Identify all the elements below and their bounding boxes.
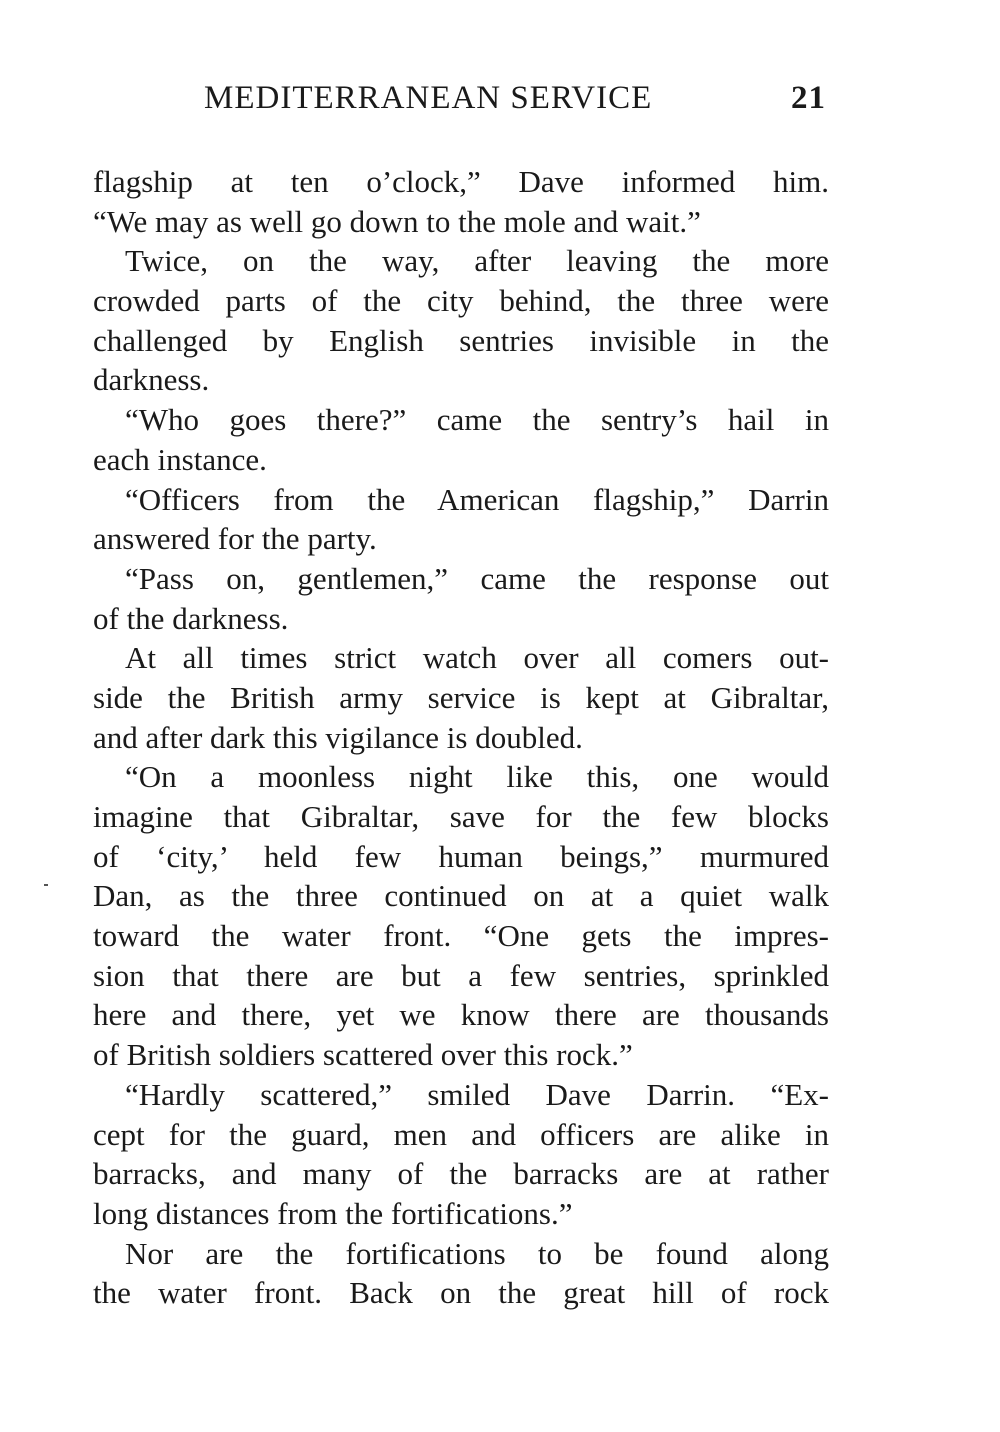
running-head bbox=[204, 80, 826, 126]
text-line: imagine that Gibraltar, save for the few blocks bbox=[93, 799, 829, 834]
page-number: 21 bbox=[791, 80, 826, 116]
text-line: barracks, and many of the barracks are at rather bbox=[93, 1156, 829, 1192]
text-line: “On a moonless night like this, one would bbox=[125, 759, 829, 795]
text-line: Nor are the fortifications to be found along bbox=[125, 1235, 829, 1271]
text-line: “Pass on, gentlemen,” came the response out bbox=[125, 560, 829, 596]
ink-speck bbox=[44, 884, 48, 886]
text-line: “Officers from the American flagship,” Darrin bbox=[125, 481, 829, 517]
text-line: answered for the party. bbox=[93, 521, 377, 557]
text-line: long distances from the fortifications.” bbox=[93, 1195, 573, 1231]
body-text bbox=[93, 162, 829, 1313]
text-line: cept for the guard, men and officers are alike in bbox=[93, 1116, 829, 1152]
text-line: crowded parts of the city behind, the three were bbox=[93, 283, 829, 319]
text-line: the water front. Back on the great hill of rock bbox=[93, 1275, 829, 1311]
text-line: “We may as well go down to the mole and wait.” bbox=[93, 203, 701, 239]
text-line: of British soldiers scattered over this rock.” bbox=[93, 1037, 633, 1073]
text-line: darkness. bbox=[93, 362, 210, 398]
text-line: flagship at ten o’clock,” Dave informed him. bbox=[93, 164, 829, 199]
text-line: “Who goes there?” came the sentry’s hail in bbox=[125, 402, 829, 438]
text-line: sion that there are but a few sentries, sprinkled bbox=[93, 957, 829, 993]
text-line: Twice, on the way, after leaving the more bbox=[125, 243, 829, 279]
running-title: MEDITERRANEAN SERVICE bbox=[204, 80, 653, 116]
text-line: “Hardly scattered,” smiled Dave Darrin. “Ex- bbox=[125, 1076, 829, 1112]
text-line: each instance. bbox=[93, 441, 267, 477]
text-line: of ‘city,’ held few human beings,” murmured bbox=[93, 838, 829, 874]
text-line: and after dark this vigilance is doubled. bbox=[93, 719, 583, 755]
text-line: toward the water front. “One gets the impres- bbox=[93, 918, 829, 954]
text-line: Dan, as the three continued on at a quiet walk bbox=[93, 878, 829, 914]
text-line: of the darkness. bbox=[93, 600, 289, 636]
text-line: here and there, yet we know there are thousands bbox=[93, 997, 829, 1033]
text-line: challenged by English sentries invisible in the bbox=[93, 322, 829, 358]
text-line: At all times strict watch over all comers out- bbox=[125, 640, 829, 676]
text-line: side the British army service is kept at Gibraltar, bbox=[93, 679, 829, 715]
